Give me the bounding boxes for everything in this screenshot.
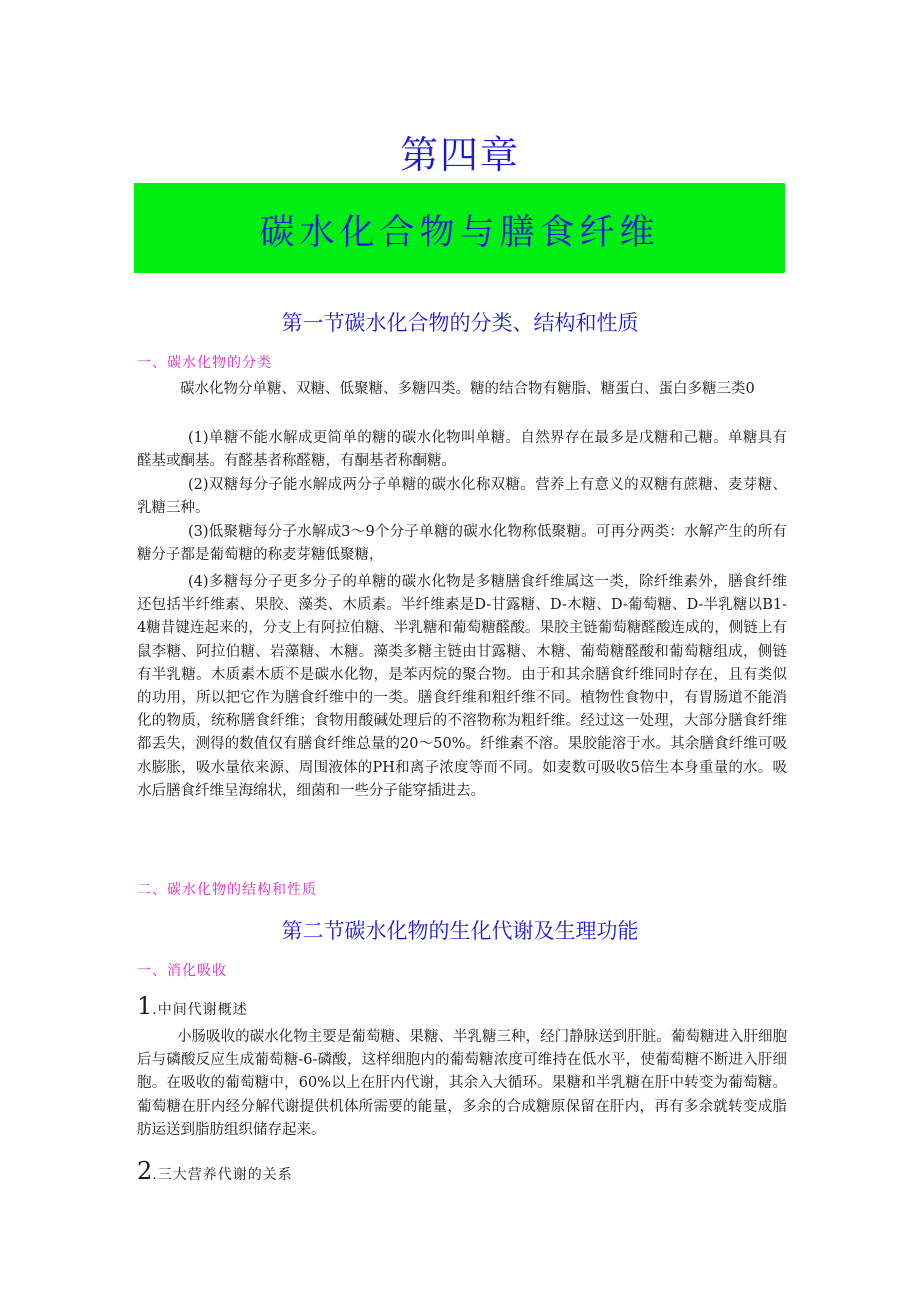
section2-subheading-1: 一、消化吸收 (137, 963, 227, 979)
section2-title: 第二节碳水化物的生化代谢及生理功能 (281, 919, 639, 943)
section1-subheading-1: 一、碳水化物的分类 (137, 355, 272, 371)
numbered-heading-2 (137, 1157, 293, 1185)
paragraph-3: (3)低聚糖每分子水解成3～9个分子单糖的碳水化物称低聚糖。可再分两类：水解产生的所有糖分子都是葡萄糖的称麦芽糖低聚糖， (137, 524, 787, 564)
numbered-heading-1 (137, 992, 248, 1020)
numbered-heading-1-text: .中间代谢概述 (152, 1002, 248, 1018)
chapter-subtitle: 碳水化合物与膳食纤维 (259, 213, 660, 253)
paragraph-intro: 碳水化物分单糖、双糖、低聚糖、多糖四类。糖的结合物有糖脂、糖蛋白、蛋白多糖三类0 (180, 381, 755, 397)
paragraph-4: (4)多糖每分子更多分子的单糖的碳水化物是多糖膳食纤维属这一类，除纤维素外，膳食纤维还包括半纤维素、果胶、藻类、木质素。半纤维素是D-甘露糖、D-木糖、D-葡萄糖、D-半乳糖以B1-4糖昔键连起来的，分支上有阿拉伯糖、半乳糖和葡萄糖醛酸。果胶主链葡萄糖醛酸连成的，侧链上有鼠李糖、阿拉伯糖、岩藻糖、木糖。藻类多糖主链由甘露糖、木糖、葡萄糖醛酸和葡萄糖组成，侧链有半乳糖。木质素木质不是碳水化物，是苯丙烷的聚合物。由于和其余膳食纤维同时存在，且有类似的功用，所以把它作为膳食纤维中的一类。膳食纤维和粗纤维不同。植物性食物中，有胃肠道不能消化的物质，统称膳食纤维；食物用酸碱处理后的不溶物称为粗纤维。经过这一处理，大部分膳食纤维都丢失，测得的数值仅有膳食纤维总量的20～50%。纤维素不溶。果胶能溶于水。其余膳食纤维可吸水膨胀，吸水量依来源、周围液体的PH和离子浓度等而不同。如麦数可吸收5倍生本身重量的水。吸水后膳食纤维呈海绵状，细菌和一些分子能穿插进去。 (137, 574, 787, 799)
paragraph-item1: 小肠吸收的碳水化物主要是葡萄糖、果糖、半乳糖三种，经门静脉送到肝脏。葡萄糖进入肝细胞后与磷酸反应生成葡萄糖-6-磷酸，这样细胞内的葡萄糖浓度可维持在低水平，使葡萄糖不断进入肝细胞。在吸收的葡萄糖中，60%以上在肝内代谢，其余入大循环。果糖和半乳糖在肝中转变为葡萄糖。葡萄糖在肝内经分解代谢提供机体所需要的能量，多余的合成糖原保留在肝内，再有多余就转变成脂肪运送到脂肪组织储存起来。 (137, 1029, 787, 1138)
numbered-heading-2-number: 2 (137, 1157, 153, 1185)
chapter-title: 第四章 (399, 133, 520, 177)
section1-title: 第一节碳水化合物的分类、结构和性质 (281, 311, 639, 335)
section1-subheading-2: 二、碳水化物的结构和性质 (137, 882, 317, 898)
paragraph-2: (2)双糖每分子能水解成两分子单糖的碳水化称双糖。营养上有意义的双糖有蔗糖、麦芽糖、乳糖三种。 (137, 477, 787, 517)
paragraph-1: (1)单糖不能水解成更简单的糖的碳水化物叫单糖。自然界存在最多是戊糖和己糖。单糖具有醛基或酮基。有醛基者称醛糖，有酮基者称酮糖。 (137, 430, 787, 470)
numbered-heading-1-number: 1 (137, 992, 153, 1020)
numbered-heading-2-text: .三大营养代谢的关系 (152, 1167, 293, 1183)
chapter-banner (134, 183, 785, 273)
